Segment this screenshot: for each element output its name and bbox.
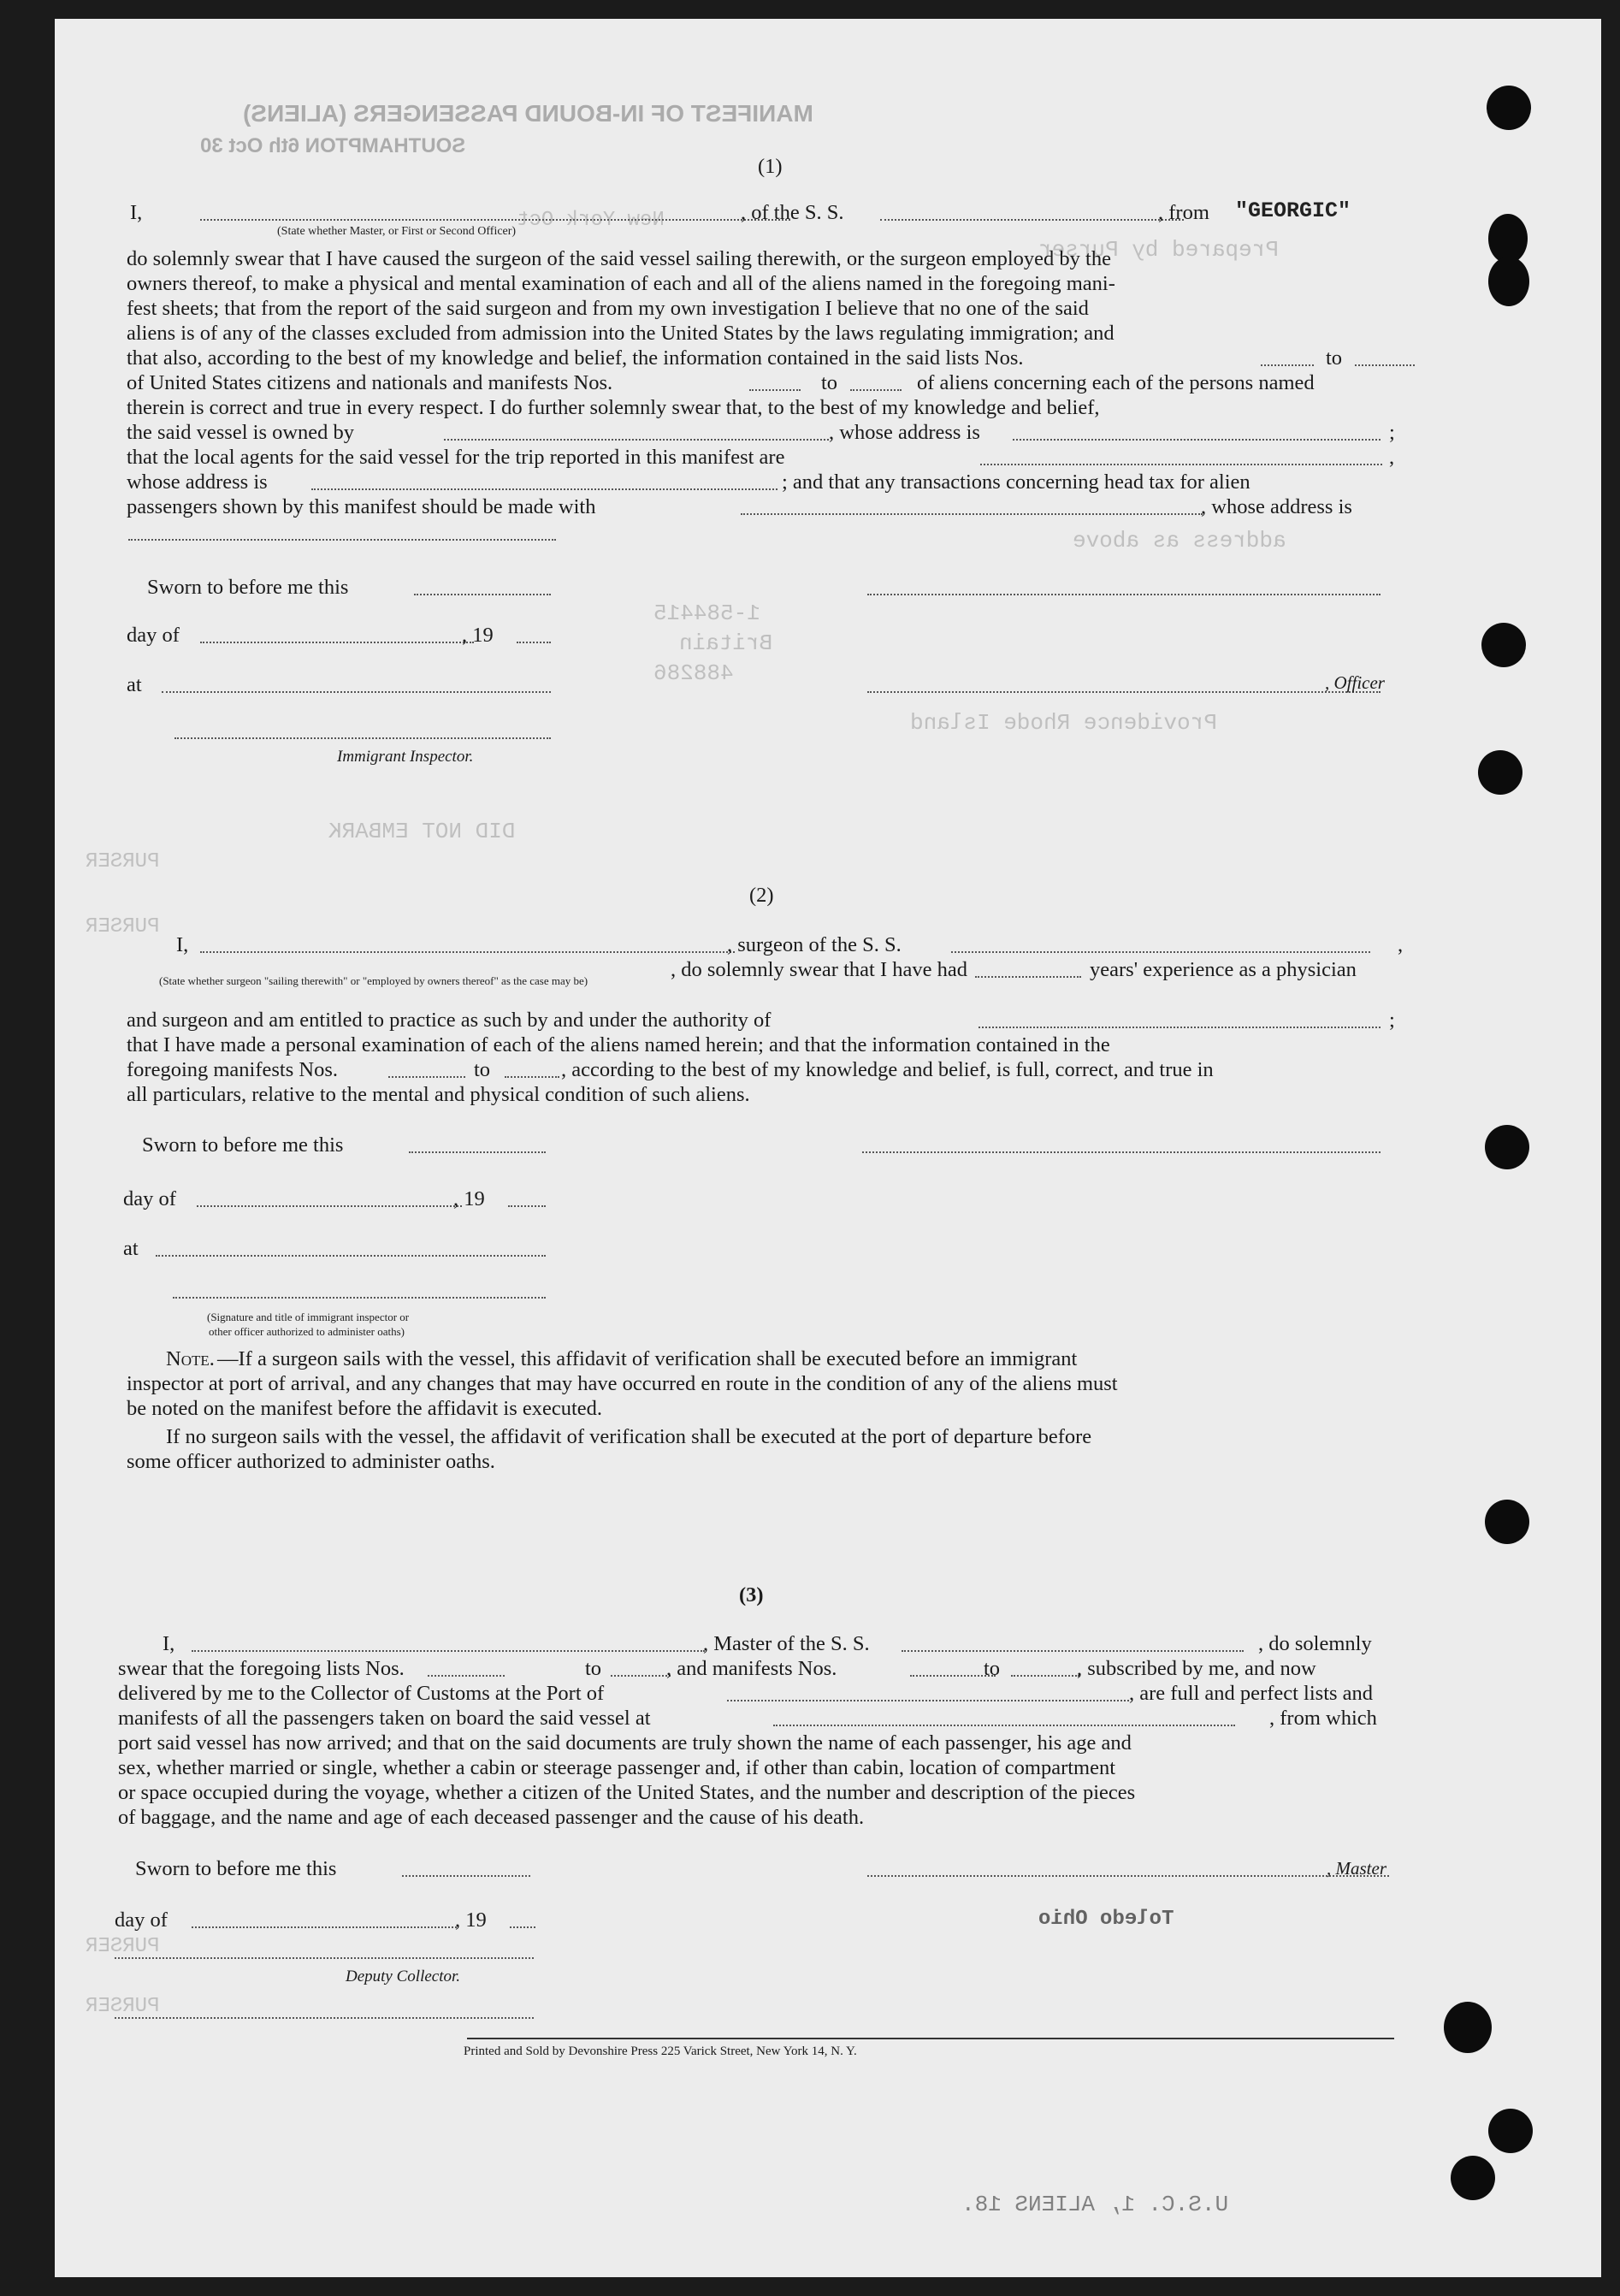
- sworn-day-field[interactable]: [414, 594, 551, 595]
- s1-paragraph-line: of United States citizens and nationals and manifests Nos.: [127, 371, 613, 394]
- boarding-port-field[interactable]: [773, 1725, 1235, 1726]
- punch-hole: [1451, 2156, 1495, 2200]
- agents-field[interactable]: [980, 464, 1382, 465]
- s1-paragraph-line: therein is correct and true in every respect. I do further solemnly swear that, to the best of my knowledge and belief,: [127, 396, 1100, 419]
- bleed-through-text: New York Oct: [517, 209, 665, 232]
- s3-year-field[interactable]: [510, 1926, 535, 1928]
- s1-line1-i: I,: [130, 201, 143, 224]
- s3-paragraph-line: port said vessel has now arrived; and that on the said documents are truly shown the name of each passenger, his age and: [118, 1731, 1132, 1755]
- s2-to: to: [474, 1058, 491, 1081]
- head-tax-party-field[interactable]: [741, 513, 1203, 515]
- s1-paragraph-line: passengers shown by this manifest should be made with: [127, 495, 596, 518]
- s1-paragraph-line: ; and that any transactions concerning head tax for alien: [782, 470, 1250, 494]
- s2-paragraph-line: that I have made a personal examination of each of the aliens named herein; and that the information contained in the: [127, 1033, 1110, 1056]
- s3-day-of-field[interactable]: [192, 1926, 457, 1928]
- s2-swear: , do solemnly swear that I have had: [671, 958, 967, 981]
- typed-from-port: "GEORGIC": [1235, 198, 1351, 223]
- punch-hole: [1488, 257, 1529, 306]
- s3-paragraph-line: swear that the foregoing lists Nos.: [118, 1657, 405, 1680]
- deputy-collector-field-2[interactable]: [115, 2017, 534, 2019]
- manifests-to-field[interactable]: [850, 389, 902, 391]
- bleed-through-text: DID NOT EMBARK: [328, 819, 516, 844]
- manifests-from-field[interactable]: [749, 389, 801, 391]
- bleed-through-text: address as above: [1073, 528, 1286, 553]
- s1-paragraph-line: ;: [1389, 421, 1395, 444]
- vessel-name-field[interactable]: [880, 219, 1184, 221]
- s1-paragraph-line: that also, according to the best of my knowledge and belief, the information contained in the said lists Nos.: [127, 346, 1024, 370]
- note-line: be noted on the manifest before the affidavit is executed.: [127, 1397, 603, 1420]
- s3-paragraph-line: , and manifests Nos.: [666, 1657, 837, 1680]
- officer-caption: , Officer: [1325, 672, 1385, 693]
- at-label: at: [127, 673, 142, 696]
- bleed-through-text: PURSER: [86, 1935, 160, 1958]
- s1-paragraph-line: , whose address is: [829, 421, 980, 444]
- bleed-through-text: 488286: [653, 660, 734, 686]
- s1-paragraph-line: whose address is: [127, 470, 268, 494]
- master-signature-field[interactable]: [867, 1875, 1389, 1877]
- s3-lists-from-field[interactable]: [428, 1675, 505, 1677]
- s2-caption: (State whether surgeon "sailing therewith" or "employed by owners thereof" as the case may be): [159, 974, 588, 987]
- s2-day-of-field[interactable]: [197, 1205, 462, 1207]
- s2-manifests-to-field[interactable]: [505, 1076, 559, 1078]
- s1-to: to: [1326, 346, 1343, 370]
- punch-hole: [1481, 623, 1526, 667]
- s3-paragraph-line: , are full and perfect lists and: [1129, 1682, 1374, 1705]
- punch-hole: [1444, 2002, 1492, 2053]
- section-2-number: (2): [749, 884, 774, 907]
- s3-paragraph-line: , subscribed by me, and now: [1077, 1657, 1316, 1680]
- s2-paragraph-line: , according to the best of my knowledge and belief, is full, correct, and true in: [561, 1058, 1214, 1081]
- s2-sworn-day-field[interactable]: [409, 1151, 546, 1153]
- immigrant-inspector-caption: Immigrant Inspector.: [337, 748, 474, 766]
- bleed-through-text: PURSER: [86, 1995, 160, 2018]
- s3-paragraph-line: of baggage, and the name and age of each deceased passenger and the cause of his death.: [118, 1806, 865, 1829]
- note-line: some officer authorized to administer oaths.: [127, 1450, 495, 1473]
- bleed-through-text: U.S.C. 1, ALIENS 18.: [961, 2192, 1229, 2217]
- s2-sig-caption: other officer authorized to administer oaths): [209, 1325, 405, 1338]
- note-label: Note.: [166, 1347, 215, 1370]
- s1-paragraph-line: do solemnly swear that I have caused the surgeon of the said vessel sailing therewith, or the surgeon employed by the: [127, 247, 1111, 270]
- section-3-number: (3): [739, 1583, 764, 1607]
- deputy-collector-field[interactable]: [115, 1957, 534, 1959]
- day-of-label: day of: [115, 1908, 168, 1932]
- s1-line1-from: , from: [1158, 201, 1209, 224]
- bleed-through-text: PURSER: [86, 850, 160, 873]
- s3-to: to: [585, 1657, 602, 1680]
- document-page: [55, 19, 1601, 2277]
- bleed-through-typed: Toledo Ohio: [1038, 1908, 1174, 1931]
- s1-paragraph-line: ,: [1389, 446, 1395, 469]
- s1-paragraph-line: that the local agents for the said vessel for the trip reported in this manifest are: [127, 446, 785, 469]
- deputy-collector-caption: Deputy Collector.: [346, 1968, 461, 1985]
- head-tax-address-field[interactable]: [128, 539, 556, 541]
- s3-paragraph-line: sex, whether married or single, whether a cabin or steerage passenger and, if other than cabin, location of compartment: [118, 1756, 1116, 1779]
- s2-paragraph-line: and surgeon and am entitled to practice as such by and under the authority of: [127, 1009, 772, 1032]
- s2-line1-mid: , surgeon of the S. S.: [727, 933, 902, 956]
- s1-paragraph-line: fest sheets; that from the report of the said surgeon and from my own investigation I believe that no one of the said: [127, 297, 1089, 320]
- note-line: inspector at port of arrival, and any changes that may have occurred en route in the condition of any of the aliens must: [127, 1372, 1118, 1395]
- s2-line1-end: ,: [1398, 933, 1404, 956]
- surgeon-name-field[interactable]: [200, 951, 735, 953]
- s3-line1-mid: , Master of the S. S.: [703, 1632, 870, 1655]
- punch-hole: [1487, 86, 1531, 130]
- master-caption: , Master: [1327, 1858, 1386, 1879]
- printer-footer: Printed and Sold by Devonshire Press 225 Varick Street, New York 14, N. Y.: [464, 2045, 857, 2058]
- s3-paragraph-line: delivered by me to the Collector of Customs at the Port of: [118, 1682, 605, 1705]
- s3-to: to: [984, 1657, 1001, 1680]
- sworn-label: Sworn to before me this: [135, 1857, 337, 1880]
- at-label: at: [123, 1237, 139, 1260]
- s2-signature-field[interactable]: [173, 1297, 546, 1299]
- s2-at-field[interactable]: [156, 1255, 546, 1257]
- note-line: If no surgeon sails with the vessel, the affidavit of verification shall be executed at the port of departure before: [166, 1425, 1092, 1448]
- year-label: , 19: [462, 624, 494, 647]
- day-of-field[interactable]: [200, 642, 474, 643]
- officer-signature-field-1[interactable]: [867, 594, 1381, 595]
- s2-paragraph-line: all particulars, relative to the mental and physical condition of such aliens.: [127, 1083, 750, 1106]
- note-line: —If a surgeon sails with the vessel, this affidavit of verification shall be executed before an immigrant: [217, 1347, 1078, 1370]
- collector-port-field[interactable]: [727, 1700, 1129, 1701]
- s3-manifests-to-field[interactable]: [1011, 1675, 1079, 1677]
- day-of-label: day of: [127, 624, 180, 647]
- punch-hole: [1488, 2109, 1533, 2153]
- s2-sig-caption: (Signature and title of immigrant inspector or: [207, 1311, 410, 1323]
- s2-paragraph-line: foregoing manifests Nos.: [127, 1058, 338, 1081]
- years-field[interactable]: [975, 976, 1081, 978]
- master-name-field[interactable]: [200, 219, 790, 221]
- punch-hole: [1485, 1500, 1529, 1544]
- s2-year-field[interactable]: [508, 1205, 546, 1207]
- s1-paragraph-line: of aliens concerning each of the persons named: [917, 371, 1315, 394]
- bleed-through-text: PURSER: [86, 915, 160, 938]
- s3-paragraph-line: , from which: [1269, 1707, 1377, 1730]
- bleed-through-text: 1-584415: [653, 601, 760, 626]
- s2-years: years' experience as a physician: [1090, 958, 1357, 981]
- s2-line1-i: I,: [176, 933, 189, 956]
- year-label: , 19: [453, 1187, 485, 1210]
- s1-paragraph-line: owners thereof, to make a physical and mental examination of each and all of the aliens named in the foregoing mani-: [127, 272, 1115, 295]
- bleed-through-text: Providence Rhode Island: [910, 710, 1217, 736]
- s3-line1-end: , do solemnly: [1258, 1632, 1372, 1655]
- punch-hole: [1478, 750, 1522, 795]
- s3-lists-to-field[interactable]: [611, 1675, 671, 1677]
- s2-paragraph-line: ;: [1389, 1009, 1395, 1032]
- lists-from-field[interactable]: [1261, 364, 1314, 366]
- sworn-label: Sworn to before me this: [142, 1133, 344, 1157]
- year-field[interactable]: [517, 642, 551, 643]
- lists-to-field[interactable]: [1355, 364, 1415, 366]
- s1-to: to: [821, 371, 838, 394]
- owner-address-field[interactable]: [1013, 439, 1381, 441]
- owner-field[interactable]: [444, 439, 829, 441]
- s3-master-name-field[interactable]: [192, 1650, 705, 1652]
- footer-rule: [467, 2038, 1394, 2039]
- year-label: , 19: [455, 1908, 487, 1932]
- s3-sworn-day-field[interactable]: [402, 1875, 530, 1877]
- bleed-through-text: Prepared by Purser: [1038, 237, 1279, 263]
- day-of-label: day of: [123, 1187, 176, 1210]
- inspector-signature-field[interactable]: [174, 737, 551, 739]
- s3-vessel-field[interactable]: [902, 1650, 1244, 1652]
- officer-signature-field-2[interactable]: [867, 691, 1381, 693]
- s1-paragraph-line: , whose address is: [1201, 495, 1352, 518]
- bleed-through-subheader: SOUTHAMPTON 6th Oct 30: [200, 134, 466, 157]
- s3-line1-i: I,: [163, 1632, 175, 1655]
- authority-field[interactable]: [979, 1027, 1381, 1028]
- s3-paragraph-line: or space occupied during the voyage, whether a citizen of the United States, and the number and description of the pieces: [118, 1781, 1136, 1804]
- s3-manifests-from-field[interactable]: [910, 1675, 996, 1677]
- section-1-number: (1): [758, 155, 783, 178]
- agents-address-field[interactable]: [311, 488, 777, 490]
- s2-vessel-field[interactable]: [951, 951, 1370, 953]
- s1-paragraph-line: aliens is of any of the classes excluded from admission into the United States by the laws regulating immigration; and: [127, 322, 1114, 345]
- s1-paragraph-line: the said vessel is owned by: [127, 421, 355, 444]
- s1-caption: (State whether Master, or First or Second Officer): [277, 225, 517, 238]
- surgeon-signature-field[interactable]: [862, 1151, 1381, 1153]
- at-field[interactable]: [162, 691, 551, 693]
- bleed-through-text: Britain: [679, 630, 773, 656]
- s2-manifests-from-field[interactable]: [388, 1076, 465, 1078]
- s3-paragraph-line: manifests of all the passengers taken on board the said vessel at: [118, 1707, 651, 1730]
- s1-line1-mid: , of the S. S.: [741, 201, 844, 224]
- bleed-through-header: MANIFEST OF IN-BOUND PASSENGERS (ALIENS): [243, 100, 813, 127]
- sworn-label: Sworn to before me this: [147, 576, 349, 599]
- punch-hole: [1485, 1125, 1529, 1169]
